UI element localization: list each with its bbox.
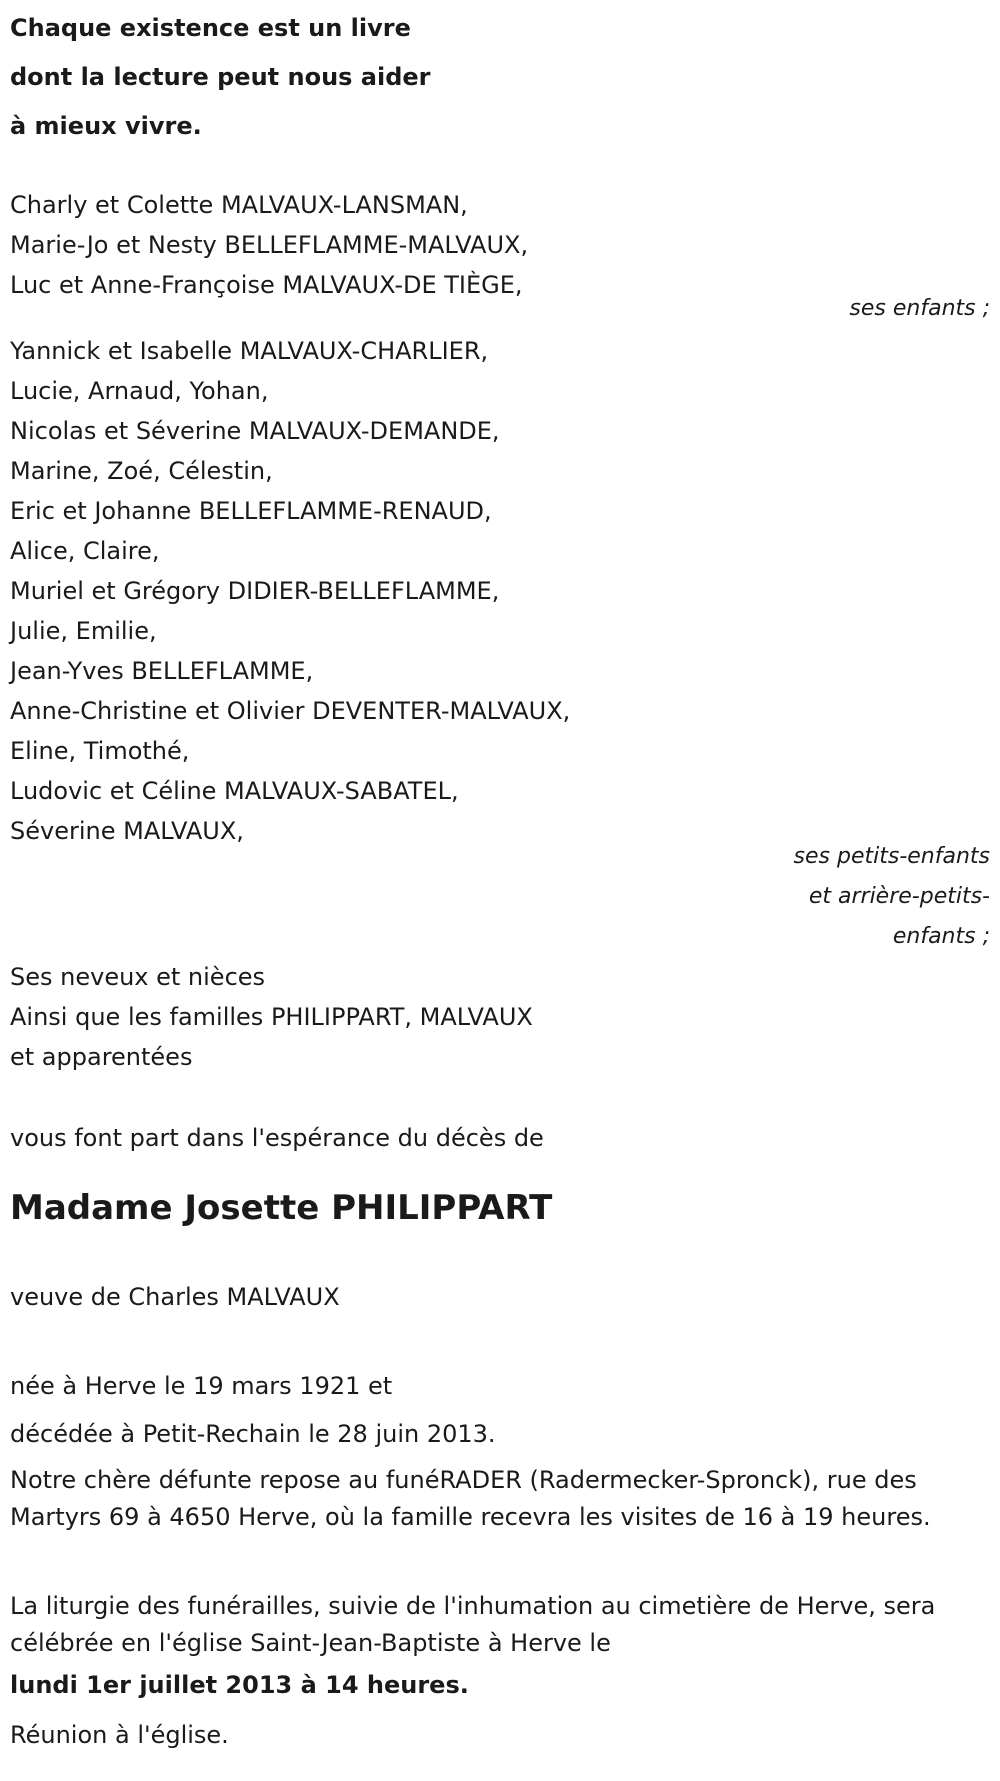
children-role: ses enfants ;	[849, 296, 990, 321]
viewing-paragraph: Notre chère défunte repose au funéRADER (Radermecker-Spronck), rue des Martyrs 69 à 4650 Herve, où la famille recevra les visites de 16 à 19 heures.	[10, 1466, 931, 1531]
relatives-line: et apparentées	[10, 1043, 193, 1071]
family-line: Luc et Anne-Françoise MALVAUX-DE TIÈGE,	[10, 271, 523, 299]
family-line: Yannick et Isabelle MALVAUX-CHARLIER,	[10, 337, 489, 365]
meeting-text: Réunion à l'église.	[10, 1721, 229, 1749]
family-line: Marine, Zoé, Célestin,	[10, 457, 273, 485]
death-text: décédée à Petit-Rechain le 28 juin 2013.	[10, 1420, 496, 1448]
family-line: Eric et Johanne BELLEFLAMME-RENAUD,	[10, 497, 492, 525]
epigraph	[10, 4, 710, 151]
grandchildren-role	[794, 837, 990, 957]
family-line: Marie-Jo et Nesty BELLEFLAMME-MALVAUX,	[10, 231, 529, 259]
birth-text: née à Herve le 19 mars 1921 et	[10, 1372, 393, 1400]
family-line: Anne-Christine et Olivier DEVENTER-MALVAUX,	[10, 697, 571, 725]
epigraph-line: Chaque existence est un livre	[10, 14, 411, 42]
epigraph-line: dont la lecture peut nous aider	[10, 63, 431, 91]
children-list	[10, 185, 970, 305]
role-line: ses petits-enfants	[793, 844, 990, 869]
family-line: Nicolas et Séverine MALVAUX-DEMANDE,	[10, 417, 500, 445]
family-line: Lucie, Arnaud, Yohan,	[10, 377, 269, 405]
role-line: enfants ;	[892, 924, 990, 949]
family-line: Ludovic et Céline MALVAUX-SABATEL,	[10, 777, 459, 805]
family-line: Eline, Timothé,	[10, 737, 190, 765]
relatives-line: Ainsi que les familles PHILIPPART, MALVAUX	[10, 1003, 533, 1031]
liturgy-paragraph: La liturgie des funérailles, suivie de l'inhumation au cimetière de Herve, sera célébrée en l'église Saint-Jean-Baptiste à Herve le	[10, 1592, 936, 1657]
relatives-list	[10, 957, 970, 1077]
grandchildren-list	[10, 331, 970, 851]
family-line: Jean-Yves BELLEFLAMME,	[10, 657, 314, 685]
family-line: Julie, Emilie,	[10, 617, 157, 645]
role-line: et arrière-petits-	[808, 884, 990, 909]
announcement-text: vous font part dans l'espérance du décès de	[10, 1124, 544, 1152]
family-line: Séverine MALVAUX,	[10, 817, 244, 845]
relatives-line: Ses neveux et nièces	[10, 963, 266, 991]
deceased-name: Madame Josette PHILIPPART	[10, 1188, 553, 1228]
family-line: Charly et Colette MALVAUX-LANSMAN,	[10, 191, 468, 219]
epigraph-line: à mieux vivre.	[10, 112, 202, 140]
widow-of-text: veuve de Charles MALVAUX	[10, 1283, 340, 1311]
family-line: Muriel et Grégory DIDIER-BELLEFLAMME,	[10, 577, 500, 605]
family-line: Alice, Claire,	[10, 537, 160, 565]
ceremony-date: lundi 1er juillet 2013 à 14 heures.	[10, 1671, 469, 1699]
